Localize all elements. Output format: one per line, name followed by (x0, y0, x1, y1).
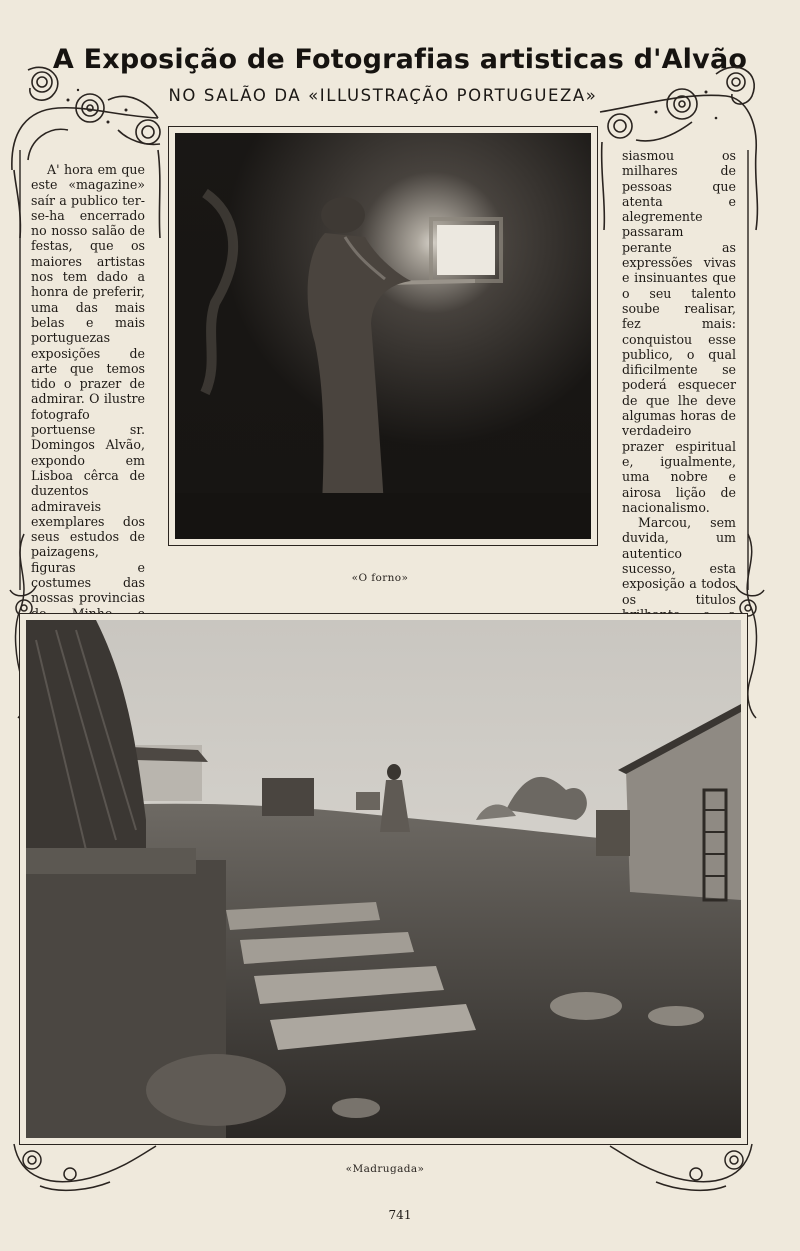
photo-image-forno (175, 133, 591, 539)
photo-caption-madrugada: «Madrugada» (345, 1163, 425, 1175)
article-column-left (31, 162, 145, 652)
column-rule-right (738, 150, 762, 590)
article-column-right (622, 148, 736, 653)
photo-caption-forno: «O forno» (351, 572, 409, 584)
article-paragraph: Marcou, sem duvida, um autentico sucesso, esta exposição a todos os titulos (622, 515, 736, 607)
page-subtitle: NO SALÃO DA «ILLUSTRAÇÃO PORTUGUEZA» (168, 86, 598, 105)
article-paragraph: siasmou os milhares de pessoas que atenta e alegremente passaram perante as expressões vivas e insinuantes que o seu talento soube realisar, fez mais: conquistou esse publico, o qual dificilmente se poderá esquecer de que lhe deve algumas horas de verdadeiro prazer espiritual e, igualmente, uma nobre e airosa lição de nacionalismo. (622, 148, 736, 515)
column-rule-left (8, 150, 32, 590)
article-paragraph: A' hora em que este «magazine» saír a publico ter-se-ha encerrado no nosso salão de festas, que os maiores artistas nos tem dado a honra de preferir, uma das mais belas e mais portuguezas exposições de arte que temos tido o prazer de admirar. O ilustre fotografo portuense sr. Domingos Alvão, expondo em Lisboa cêrca de duzentos admiraveis exemplares dos seus estudos de paizagens, figuras e costumes das nossas provincias (31, 162, 145, 606)
page-title: A Exposição de Fotografias artisticas d'Alvão (52, 44, 748, 75)
photo-o-forno (168, 126, 598, 546)
page-number: 741 (388, 1208, 412, 1222)
photo-madrugada (19, 613, 748, 1145)
corner-ornament-bottom-left-icon (10, 1138, 160, 1198)
corner-ornament-bottom-right-icon (606, 1138, 756, 1198)
photo-image-madrugada (26, 620, 741, 1138)
